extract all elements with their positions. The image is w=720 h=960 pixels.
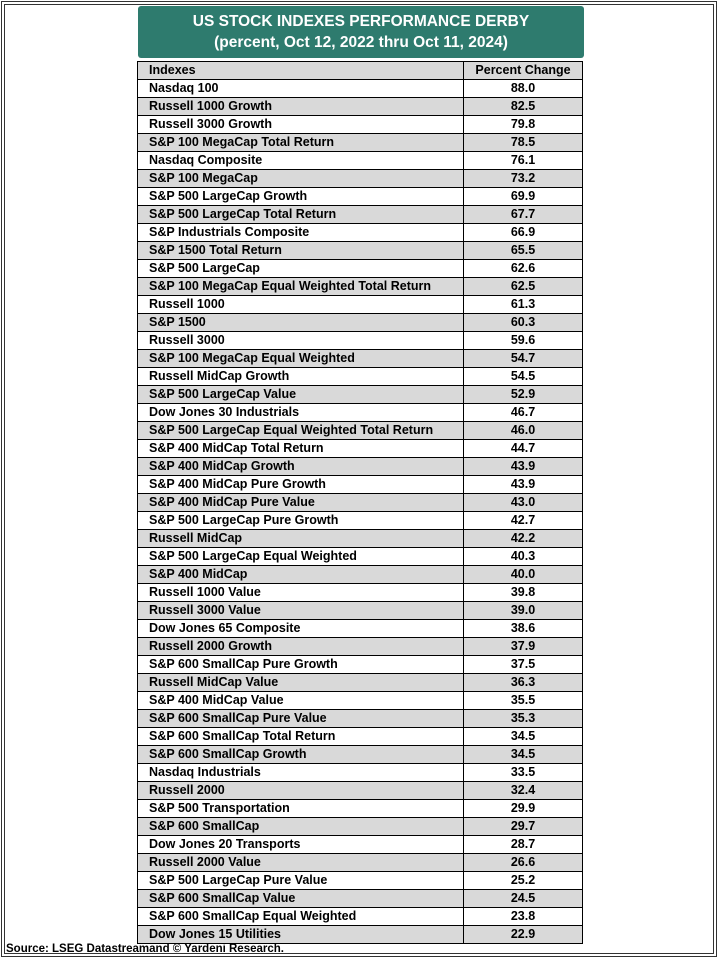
percent-change: 67.7 xyxy=(464,206,583,224)
index-name: Nasdaq Industrials xyxy=(138,764,464,782)
table-row xyxy=(138,890,583,908)
index-name: Russell 2000 Value xyxy=(138,854,464,872)
percent-change: 40.3 xyxy=(464,548,583,566)
table-row xyxy=(138,872,583,890)
index-name: Russell 1000 Value xyxy=(138,584,464,602)
table-row xyxy=(138,404,583,422)
table-row xyxy=(138,116,583,134)
index-name: S&P 500 LargeCap Equal Weighted Total Return xyxy=(138,422,464,440)
table-row xyxy=(138,782,583,800)
percent-change: 35.3 xyxy=(464,710,583,728)
table-row xyxy=(138,854,583,872)
index-name: Dow Jones 65 Composite xyxy=(138,620,464,638)
index-name: S&P 600 SmallCap Growth xyxy=(138,746,464,764)
table-row xyxy=(138,530,583,548)
table-row xyxy=(138,350,583,368)
table-row xyxy=(138,800,583,818)
percent-change: 73.2 xyxy=(464,170,583,188)
table-row xyxy=(138,710,583,728)
table-row xyxy=(138,152,583,170)
index-name: S&P 600 SmallCap Pure Value xyxy=(138,710,464,728)
percent-change: 43.9 xyxy=(464,476,583,494)
percent-change: 60.3 xyxy=(464,314,583,332)
percent-change: 54.5 xyxy=(464,368,583,386)
percent-change: 79.8 xyxy=(464,116,583,134)
index-name: S&P 500 LargeCap Pure Value xyxy=(138,872,464,890)
percent-change: 42.2 xyxy=(464,530,583,548)
index-name: Russell 1000 Growth xyxy=(138,98,464,116)
index-name: S&P 100 MegaCap Total Return xyxy=(138,134,464,152)
table-row xyxy=(138,728,583,746)
title-line-1: US STOCK INDEXES PERFORMANCE DERBY xyxy=(192,13,530,30)
performance-table xyxy=(137,61,583,944)
table-row xyxy=(138,656,583,674)
table-row xyxy=(138,926,583,944)
table-row xyxy=(138,170,583,188)
index-name: S&P Industrials Composite xyxy=(138,224,464,242)
table-row xyxy=(138,836,583,854)
table-row xyxy=(138,908,583,926)
percent-change: 29.9 xyxy=(464,800,583,818)
index-name: S&P 400 MidCap Total Return xyxy=(138,440,464,458)
table-row xyxy=(138,386,583,404)
index-name: S&P 100 MegaCap Equal Weighted Total Return xyxy=(138,278,464,296)
table-row xyxy=(138,458,583,476)
percent-change: 36.3 xyxy=(464,674,583,692)
index-name: Dow Jones 15 Utilities xyxy=(138,926,464,944)
table-title xyxy=(138,6,584,58)
index-name: S&P 1500 xyxy=(138,314,464,332)
index-name: S&P 100 MegaCap xyxy=(138,170,464,188)
percent-change: 25.2 xyxy=(464,872,583,890)
table-row xyxy=(138,818,583,836)
table-row xyxy=(138,764,583,782)
table-row xyxy=(138,566,583,584)
percent-change: 61.3 xyxy=(464,296,583,314)
percent-change: 62.5 xyxy=(464,278,583,296)
percent-change: 76.1 xyxy=(464,152,583,170)
index-name: S&P 1500 Total Return xyxy=(138,242,464,260)
table-row xyxy=(138,134,583,152)
header-percent-change: Percent Change xyxy=(464,62,583,80)
percent-change: 44.7 xyxy=(464,440,583,458)
table-row xyxy=(138,206,583,224)
index-name: S&P 600 SmallCap Equal Weighted xyxy=(138,908,464,926)
index-name: S&P 600 SmallCap xyxy=(138,818,464,836)
index-name: S&P 100 MegaCap Equal Weighted xyxy=(138,350,464,368)
percent-change: 43.0 xyxy=(464,494,583,512)
index-name: Russell MidCap Value xyxy=(138,674,464,692)
index-name: S&P 400 MidCap Pure Growth xyxy=(138,476,464,494)
index-name: Nasdaq 100 xyxy=(138,80,464,98)
index-name: Russell 2000 Growth xyxy=(138,638,464,656)
index-name: S&P 400 MidCap xyxy=(138,566,464,584)
percent-change: 42.7 xyxy=(464,512,583,530)
table-row xyxy=(138,746,583,764)
index-name: Nasdaq Composite xyxy=(138,152,464,170)
index-name: S&P 500 LargeCap Pure Growth xyxy=(138,512,464,530)
table-row xyxy=(138,602,583,620)
index-name: Russell 3000 Value xyxy=(138,602,464,620)
index-name: S&P 500 LargeCap Growth xyxy=(138,188,464,206)
percent-change: 46.0 xyxy=(464,422,583,440)
table-row xyxy=(138,80,583,98)
index-name: S&P 600 SmallCap Value xyxy=(138,890,464,908)
title-line-2: (percent, Oct 12, 2022 thru Oct 11, 2024) xyxy=(214,34,508,51)
table-row xyxy=(138,242,583,260)
index-name: S&P 400 MidCap Pure Value xyxy=(138,494,464,512)
table-row xyxy=(138,260,583,278)
index-name: S&P 600 SmallCap Pure Growth xyxy=(138,656,464,674)
index-name: S&P 400 MidCap Value xyxy=(138,692,464,710)
table-row xyxy=(138,314,583,332)
percent-change: 29.7 xyxy=(464,818,583,836)
percent-change: 35.5 xyxy=(464,692,583,710)
percent-change: 38.6 xyxy=(464,620,583,638)
index-name: S&P 500 LargeCap xyxy=(138,260,464,278)
percent-change: 23.8 xyxy=(464,908,583,926)
index-name: Dow Jones 30 Industrials xyxy=(138,404,464,422)
index-name: Russell MidCap Growth xyxy=(138,368,464,386)
index-name: Russell MidCap xyxy=(138,530,464,548)
table-row xyxy=(138,440,583,458)
percent-change: 39.8 xyxy=(464,584,583,602)
index-name: Russell 1000 xyxy=(138,296,464,314)
index-name: Dow Jones 20 Transports xyxy=(138,836,464,854)
table-row xyxy=(138,188,583,206)
index-name: S&P 600 SmallCap Total Return xyxy=(138,728,464,746)
percent-change: 32.4 xyxy=(464,782,583,800)
index-name: Russell 2000 xyxy=(138,782,464,800)
percent-change: 33.5 xyxy=(464,764,583,782)
percent-change: 40.0 xyxy=(464,566,583,584)
percent-change: 82.5 xyxy=(464,98,583,116)
header-indexes: Indexes xyxy=(138,62,464,80)
index-name: Russell 3000 Growth xyxy=(138,116,464,134)
percent-change: 66.9 xyxy=(464,224,583,242)
table-row xyxy=(138,332,583,350)
percent-change: 26.6 xyxy=(464,854,583,872)
percent-change: 62.6 xyxy=(464,260,583,278)
source-note: Source: LSEG Datastreamand © Yardeni Research. xyxy=(6,943,284,955)
table-row xyxy=(138,224,583,242)
index-name: S&P 500 LargeCap Value xyxy=(138,386,464,404)
index-name: S&P 400 MidCap Growth xyxy=(138,458,464,476)
table-row xyxy=(138,548,583,566)
index-name: S&P 500 LargeCap Equal Weighted xyxy=(138,548,464,566)
percent-change: 46.7 xyxy=(464,404,583,422)
table-row xyxy=(138,692,583,710)
percent-change: 37.5 xyxy=(464,656,583,674)
percent-change: 54.7 xyxy=(464,350,583,368)
percent-change: 34.5 xyxy=(464,728,583,746)
percent-change: 43.9 xyxy=(464,458,583,476)
table-row xyxy=(138,476,583,494)
percent-change: 28.7 xyxy=(464,836,583,854)
index-name: Russell 3000 xyxy=(138,332,464,350)
table-row xyxy=(138,638,583,656)
index-name: S&P 500 Transportation xyxy=(138,800,464,818)
percent-change: 34.5 xyxy=(464,746,583,764)
table-row xyxy=(138,494,583,512)
table-row xyxy=(138,278,583,296)
table-row xyxy=(138,512,583,530)
table-row xyxy=(138,296,583,314)
percent-change: 69.9 xyxy=(464,188,583,206)
table-row xyxy=(138,620,583,638)
percent-change: 22.9 xyxy=(464,926,583,944)
percent-change: 88.0 xyxy=(464,80,583,98)
table-row xyxy=(138,368,583,386)
percent-change: 39.0 xyxy=(464,602,583,620)
percent-change: 59.6 xyxy=(464,332,583,350)
index-name: S&P 500 LargeCap Total Return xyxy=(138,206,464,224)
table-row xyxy=(138,584,583,602)
table-row xyxy=(138,422,583,440)
percent-change: 52.9 xyxy=(464,386,583,404)
header-row xyxy=(138,62,583,80)
table-row xyxy=(138,98,583,116)
percent-change: 78.5 xyxy=(464,134,583,152)
percent-change: 24.5 xyxy=(464,890,583,908)
table-row xyxy=(138,674,583,692)
percent-change: 37.9 xyxy=(464,638,583,656)
percent-change: 65.5 xyxy=(464,242,583,260)
